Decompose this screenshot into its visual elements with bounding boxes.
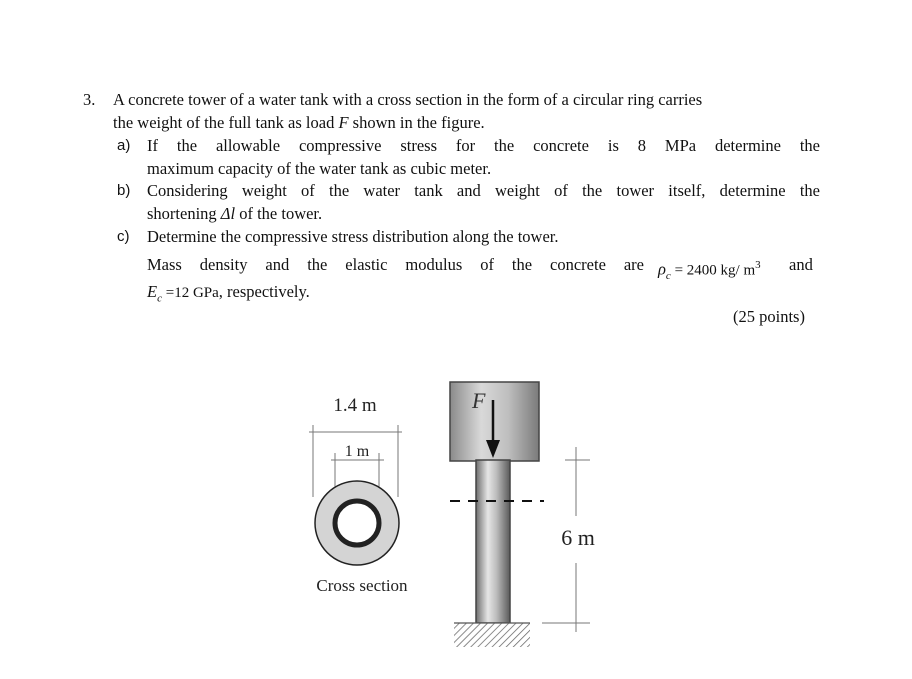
part-c-label: c) <box>117 228 130 245</box>
properties-line1: Mass density and the elastic modulus of the concrete are <box>147 255 644 274</box>
rho-subscript: c <box>665 269 671 282</box>
intro-text-tail: shown in the figure. <box>348 113 485 132</box>
problem-intro-line1: A concrete tower of a water tank with a cross section in the form of a circular ring carries <box>113 90 703 109</box>
shortening-variable: Δl <box>220 204 236 223</box>
part-a-line2: maximum capacity of the water tank as cubic meter. <box>147 159 492 178</box>
ring-inner-circle <box>335 501 379 545</box>
load-label: F <box>472 388 486 413</box>
cross-section-label: Cross section <box>316 576 408 595</box>
respectively-text: , respectively. <box>218 282 310 301</box>
problem-number: 3. <box>83 90 96 109</box>
intro-text: the weight of the full tank as load <box>113 113 339 132</box>
ground-support <box>454 623 530 647</box>
part-c-line1: Determine the compressive stress distribution along the tower. <box>147 227 559 246</box>
inner-diameter-label: 1 m <box>344 443 370 460</box>
rho-value: = 2400 kg/ m <box>674 262 756 279</box>
E-value: =12 GPa <box>165 285 219 301</box>
part-a-line1: If the allowable compressive stress for the concrete is 8 MPa determine the <box>147 136 820 155</box>
E-symbol: E <box>147 282 158 301</box>
height-label: 6 m <box>561 525 595 550</box>
tower-column <box>476 460 510 623</box>
points: (25 points) <box>733 307 805 326</box>
part-b-label: b) <box>117 182 131 199</box>
part-a-label: a) <box>117 137 131 154</box>
outer-diameter-label: 1.4 m <box>333 395 377 416</box>
part-b-text-tail: of the tower. <box>235 204 323 223</box>
part-b-text: shortening <box>147 204 221 223</box>
rho-symbol: ρ <box>658 259 666 279</box>
and-word: and <box>789 255 813 274</box>
rho-exponent: 3 <box>755 259 761 271</box>
part-b-line1: Considering weight of the water tank and weight of the tower itself, determine the <box>147 181 820 200</box>
E-subscript: c <box>157 292 162 305</box>
load-variable: F <box>338 113 349 132</box>
